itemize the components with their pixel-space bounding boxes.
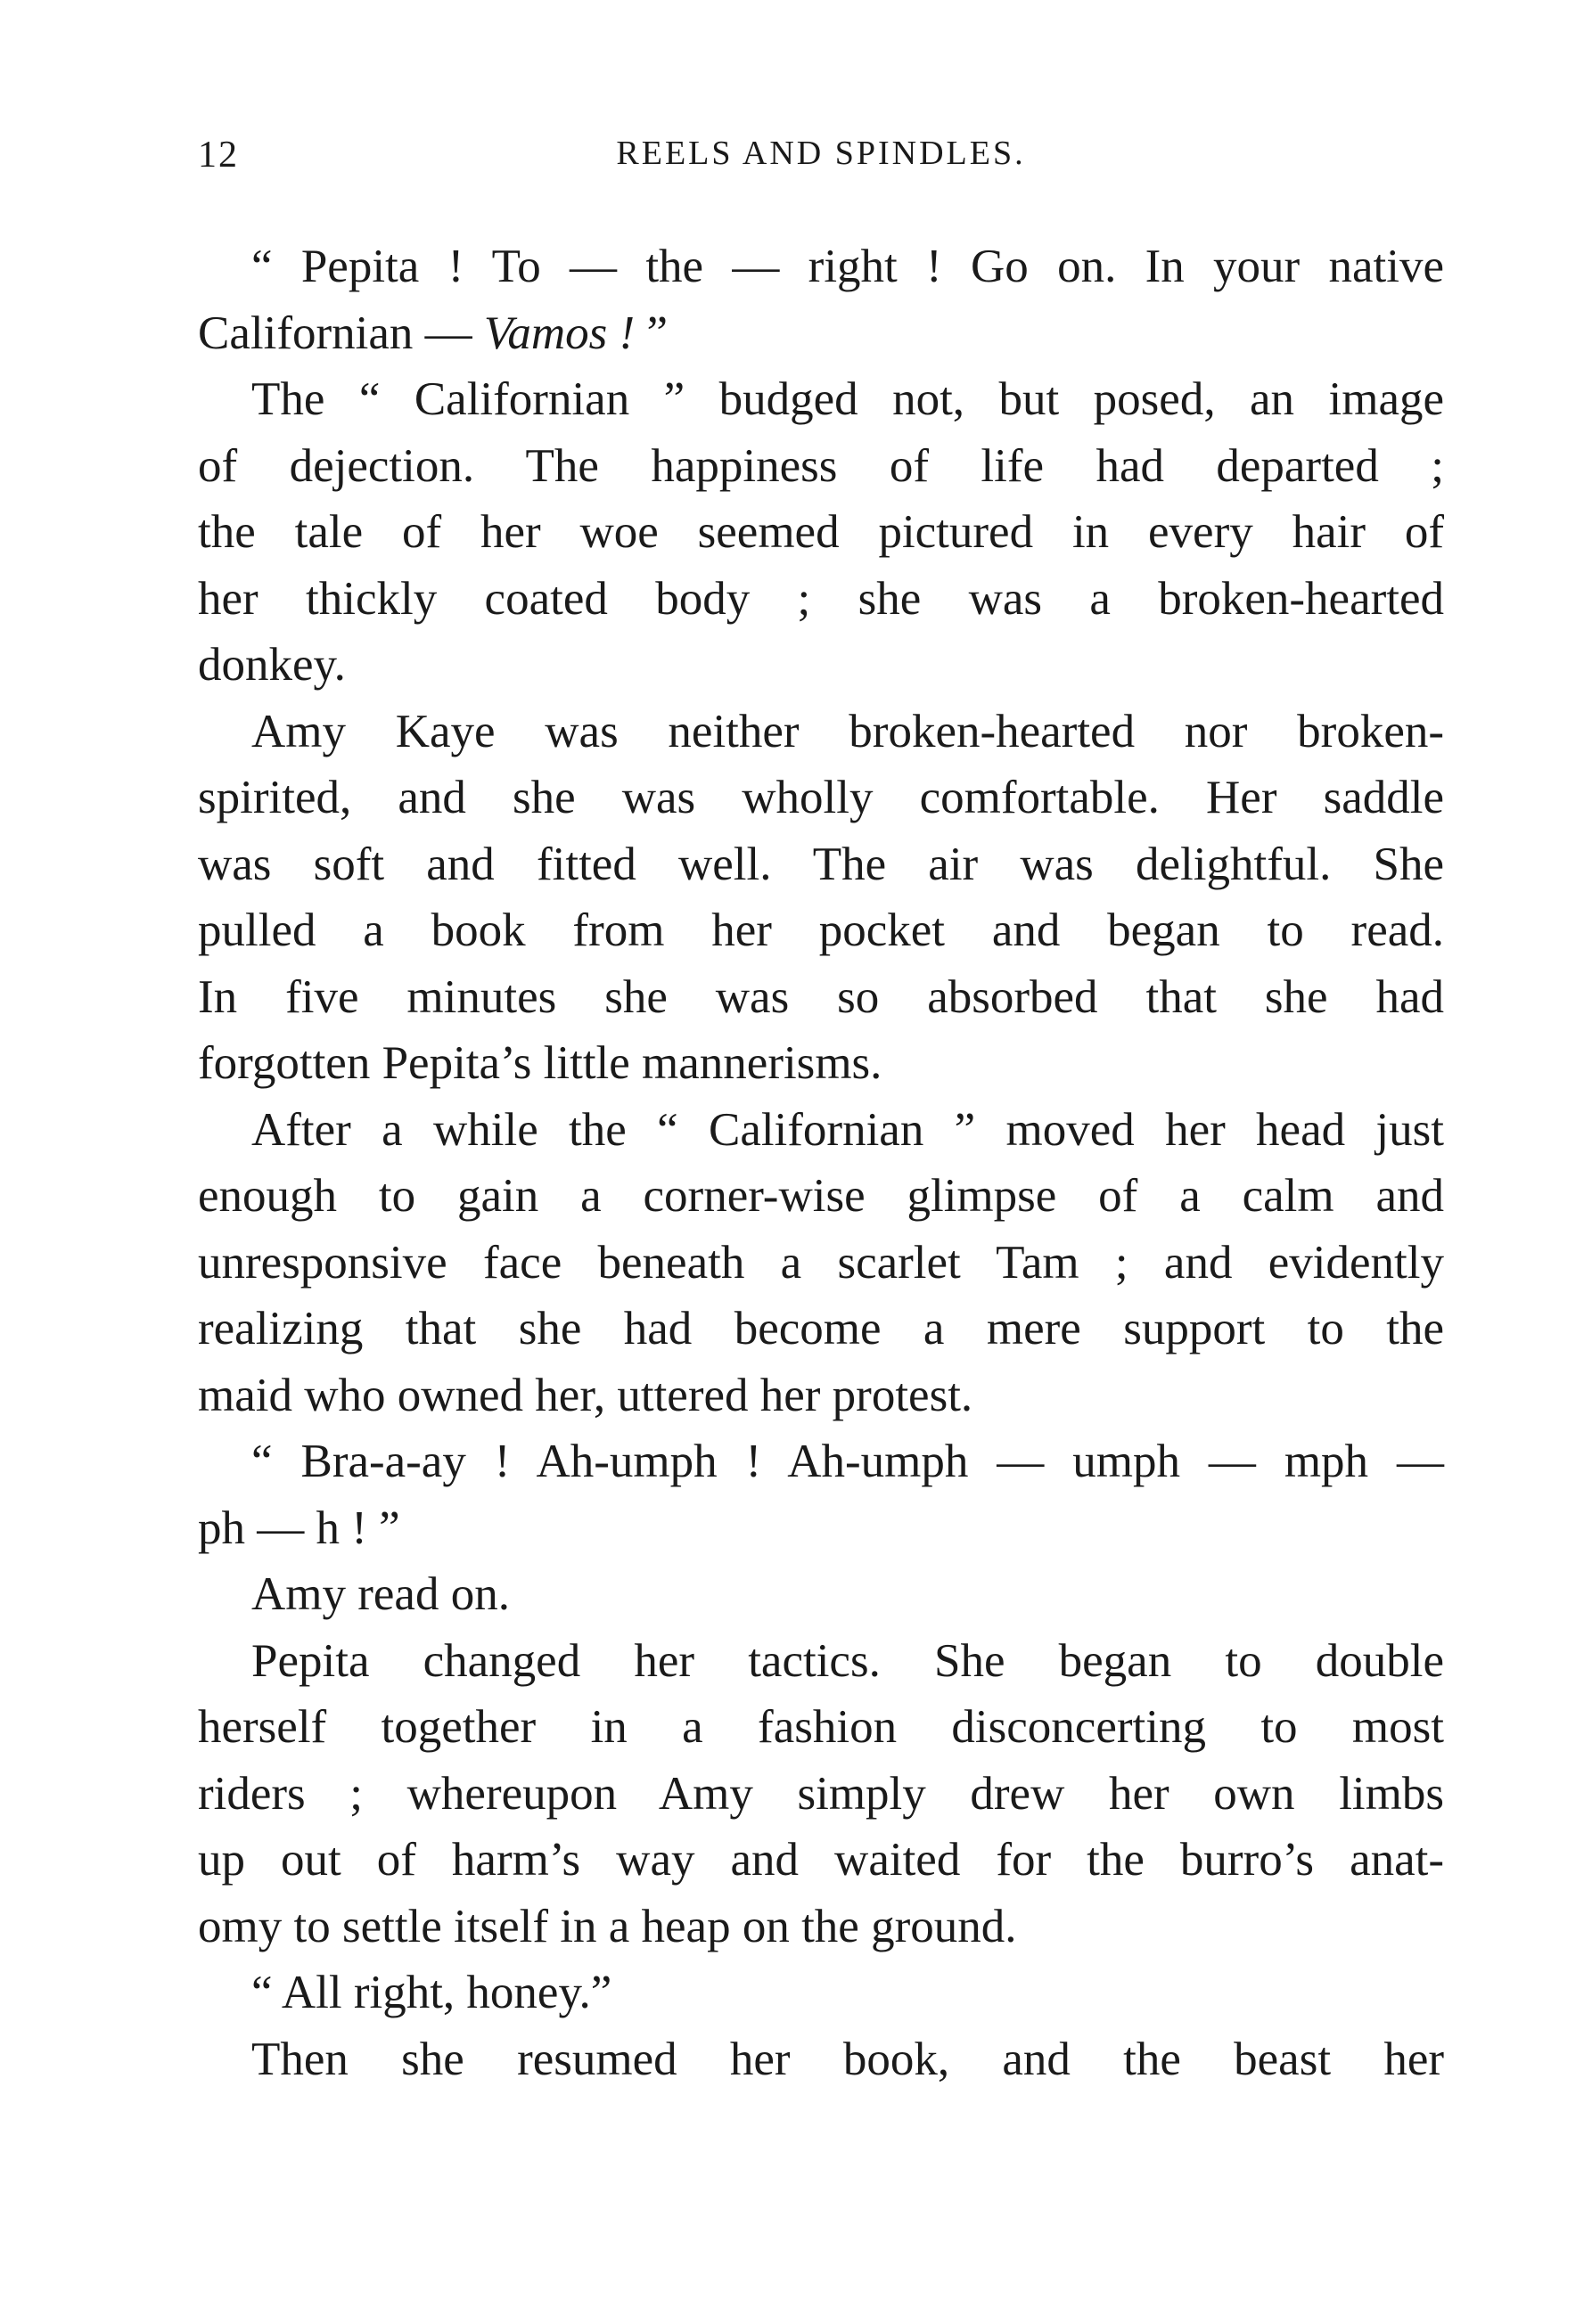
text-line: was soft and fitted well. The air was delightful. She [198, 838, 1444, 890]
text-line: “ Pepita ! To — the — right ! Go on. In your native [251, 241, 1444, 292]
page-header [198, 134, 1444, 187]
text-line: riders ; whereupon Amy simply drew her own limbs [198, 1767, 1444, 1820]
text-line: pulled a book from her pocket and began to read. [198, 904, 1444, 956]
text-line: forgotten Pepita’s little mannerisms. [198, 1037, 882, 1089]
paragraph [198, 1428, 1444, 1561]
text-line: up out of harm’s way and waited for the burro’s anat- [198, 1834, 1444, 1886]
paragraph [198, 1097, 1444, 1429]
text-segment: Californian — [198, 307, 484, 359]
paragraph [198, 233, 1444, 366]
text-line: the tale of her woe seemed pictured in every hair of [198, 506, 1444, 558]
paragraph [198, 366, 1444, 699]
paragraph [198, 2026, 1444, 2093]
text-line: realizing that she had become a mere support to the [198, 1303, 1444, 1354]
text-line: Amy read on. [251, 1568, 510, 1620]
text-line: Then she resumed her book, and the beast her [251, 2033, 1444, 2085]
text-line: In five minutes she was so absorbed that she had [198, 970, 1444, 1023]
running-head: REELS AND SPINDLES. [616, 135, 1026, 172]
text-line: maid who owned her, uttered her protest. [198, 1369, 973, 1421]
text-line: “ All right, honey.” [251, 1967, 612, 2018]
text-line: “ Bra-a-ay ! Ah-umph ! Ah-umph — umph — mph — [251, 1436, 1444, 1487]
text-line: of dejection. The happiness of life had departed ; [198, 439, 1444, 492]
text-line: donkey. [198, 639, 346, 691]
text-line: After a while the “ Californian ” moved her head just [251, 1103, 1444, 1156]
text-line [198, 300, 1444, 367]
text-line: The “ Californian ” budged not, but posed, an image [251, 373, 1444, 425]
text-line: her thickly coated body ; she was a broken-hearted [198, 572, 1444, 625]
text-line: ph — h ! ” [198, 1502, 400, 1554]
body-text [198, 233, 1444, 2092]
paragraph [198, 699, 1444, 1097]
text-line: enough to gain a corner-wise glimpse of a calm and [198, 1170, 1444, 1222]
text-segment: ” [635, 307, 668, 359]
paragraph [198, 1561, 1444, 1628]
text-line: herself together in a fashion disconcerting to most [198, 1701, 1444, 1753]
text-line: Pepita changed her tactics. She began to double [251, 1634, 1444, 1687]
text-line: Amy Kaye was neither broken-hearted nor broken- [251, 705, 1444, 757]
italic-text: Vamos ! [483, 307, 636, 359]
paragraph [198, 1628, 1444, 1960]
paragraph [198, 1960, 1444, 2026]
text-line: omy to settle itself in a heap on the ground. [198, 1900, 1017, 1952]
text-line: unresponsive face beneath a scarlet Tam ; and evidently [198, 1236, 1444, 1289]
page-number: 12 [198, 135, 239, 176]
text-line: spirited, and she was wholly comfortable. Her saddle [198, 772, 1444, 823]
